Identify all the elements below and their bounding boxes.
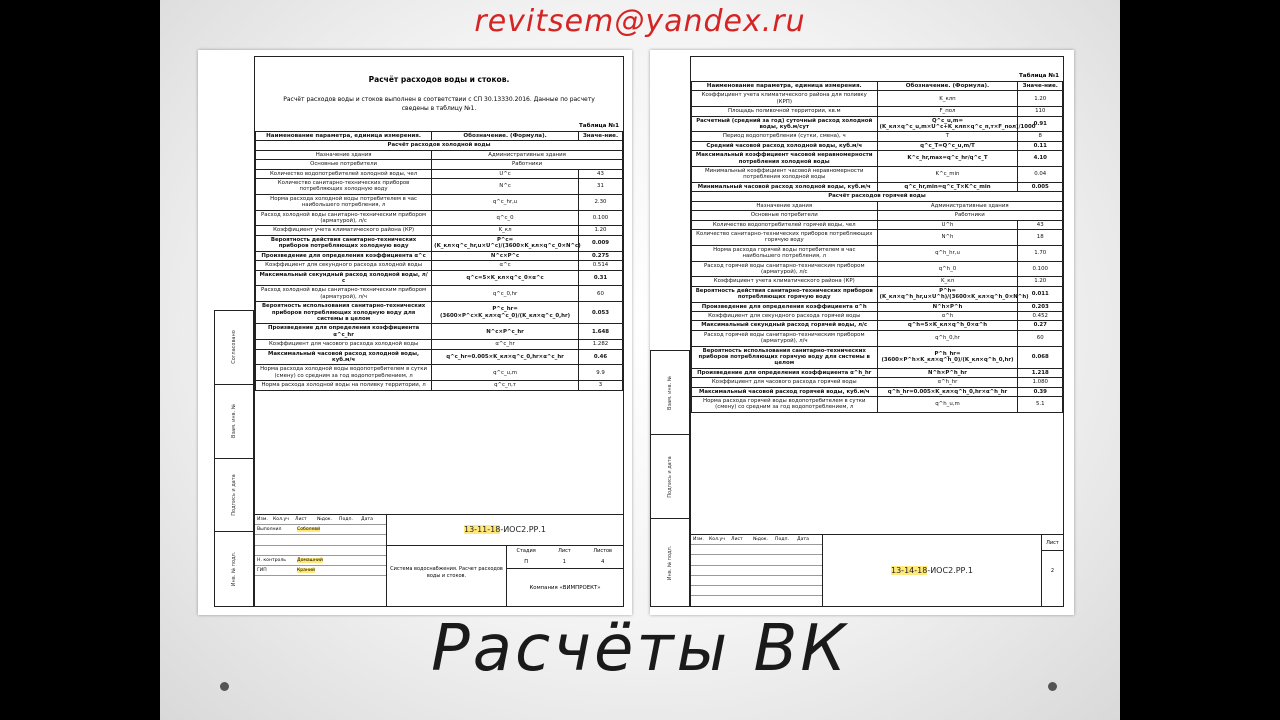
table-cell: Наименование параметра, единица измерения. [256, 132, 432, 141]
table-cell: K^c_min [877, 167, 1018, 183]
table-cell: 0.275 [578, 251, 622, 260]
table-cell: 0.04 [1018, 167, 1063, 183]
table-cell: Максимальный часовой расход холодной воды, куб.м/ч [256, 349, 432, 365]
document-code [823, 560, 1041, 582]
side-label: Взам. инв. № [667, 375, 673, 410]
table-row [256, 349, 623, 365]
table-cell: Расчёт расходов горячей воды [692, 192, 1063, 201]
title-block-left [255, 514, 623, 606]
table-cell: Максимальный коэффициент часовой неравномерности потребления холодной воды [692, 151, 878, 167]
table-row [692, 132, 1063, 141]
table-cell: q^h_hr,u [877, 245, 1018, 261]
table-cell: 1.282 [578, 340, 622, 349]
side-stamp-left [214, 310, 254, 607]
table-cell: Назначение здания [256, 150, 432, 159]
table-row [256, 381, 623, 390]
sheet-number: 2 [1050, 568, 1055, 574]
slide-title: Расчёты ВК [431, 612, 849, 686]
table-cell: Основные потребители [692, 211, 878, 220]
table-cell: q^c_u,m [432, 365, 579, 381]
table-cell: 5.1 [1018, 397, 1063, 413]
table-row [692, 368, 1063, 377]
table-cell: Период водопотребления (сутки, смена), ч [692, 132, 878, 141]
table-cell: Обозначение. (Формула). [432, 132, 579, 141]
table-cell: 1.20 [1018, 277, 1063, 286]
table-cell: 0.31 [578, 270, 622, 286]
table-cell: Расчетный (средний за год) суточный расход холодной воды, куб.м/сут [692, 116, 878, 132]
table-cell: 2.30 [578, 194, 622, 210]
table-cell: Вероятность действия санитарно-технических приборов потребляющих холодную воду [256, 235, 432, 251]
table-cell: Коэффициент для часового расхода горячей воды [692, 378, 878, 387]
table-cell: q^h_0,hr [877, 330, 1018, 346]
stamp-column-label: Лист [295, 517, 307, 522]
table-row [692, 387, 1063, 396]
calc-table-left [255, 131, 623, 391]
table-cell: Назначение здания [692, 201, 878, 210]
table-cell: Расход холодной воды санитарно-техническим прибором (арматурой), л/с [256, 210, 432, 226]
table-row [256, 141, 623, 150]
table-number: Таблица №1 [578, 123, 619, 129]
table-row [692, 378, 1063, 387]
table-cell: α^c_hr [432, 340, 579, 349]
stamp-role: Выполнил [257, 527, 282, 533]
side-label: Подпись и дата [667, 455, 673, 498]
table-cell: N^c×P^c_hr [432, 324, 579, 340]
table-cell: T [877, 132, 1018, 141]
table-cell: Расход холодной воды санитарно-техническим прибором (арматурой), л/ч [256, 286, 432, 302]
table-cell: 0.011 [1018, 286, 1063, 302]
table-cell: q^c_0 [432, 210, 579, 226]
table-cell: Вероятность использования санитарно-технических приборов потребляющих холодную воду для системы в целом [256, 302, 432, 324]
table-cell: Норма расхода холодной воды водопотребителем в сутки (смену) со средним за год водопотреблением, л [256, 365, 432, 381]
stamp-column-label: №док. [753, 537, 768, 542]
table-cell: Административные здания [877, 201, 1063, 210]
table-row [692, 229, 1063, 245]
table-cell: Минимальный коэффициент часовой неравномерности потребления холодной воды [692, 167, 878, 183]
table-cell: 8 [1018, 132, 1063, 141]
table-cell: K_клп [877, 91, 1018, 107]
table-row [692, 277, 1063, 286]
table-cell: q^c_0,hr [432, 286, 579, 302]
table-row [256, 324, 623, 340]
table-cell: 110 [1018, 107, 1063, 116]
table-cell: 0.100 [578, 210, 622, 226]
table-cell: Максимальный секундный расход горячей воды, л/с [692, 321, 878, 330]
meta-value: П [524, 559, 529, 565]
table-cell: Норма расхода горячей воды водопотребителем в сутки (смену) со средним за год водопотреблением, л [692, 397, 878, 413]
stamp-column-label: Кол.уч [273, 517, 289, 522]
table-cell: K^c_hr,max=q^c_hr/q^c_T [877, 151, 1018, 167]
table-cell: 3 [578, 381, 622, 390]
table-cell: Количество санитарно-технических приборов потребляющих горячую воду [692, 229, 878, 245]
table-cell: N^c×P^c [432, 251, 579, 260]
stamp-person: Домашний [297, 557, 323, 563]
table-cell: K_кл [877, 277, 1018, 286]
table-cell: N^c [432, 179, 579, 195]
table-cell: 1.080 [1018, 378, 1063, 387]
table-cell: Расход горячей воды санитарно-техническим прибором (арматурой), л/ч [692, 330, 878, 346]
table-cell: 0.514 [578, 261, 622, 270]
table-number: Таблица №1 [1018, 73, 1059, 79]
table-cell: Работники [432, 160, 623, 169]
code-number: 13-11-18 [464, 525, 501, 534]
stamp-empty-row [691, 576, 822, 586]
table-cell: q^c_hr,min=q^c_T×K^c_min [877, 182, 1018, 191]
table-cell: Вероятность использования санитарно-технических приборов потребляющих горячую воду для системы в целом [692, 346, 878, 368]
meta-label: Листов [593, 548, 612, 554]
table-cell: Q^c_u,m=(K_кл×q^c_u,m×U^c+K_клп×q^c_п,т×F_пол)/1000 [877, 116, 1018, 132]
table-cell: 0.009 [578, 235, 622, 251]
stamp-person-row [255, 535, 386, 545]
table-cell: q^c_hr=0.005×K_кл×q^c_0,hr×α^c_hr [432, 349, 579, 365]
table-cell: Коэффициент учета климатического района (КР) [692, 277, 878, 286]
table-cell: Произведение для определения коэффициента α^c_hr [256, 324, 432, 340]
table-row [256, 194, 623, 210]
table-cell: Коэффициент для секундного расхода холодной воды [256, 261, 432, 270]
table-row [692, 116, 1063, 132]
table-cell: F_пол [877, 107, 1018, 116]
stamp-person: Соболевй [297, 527, 321, 533]
document-sheet-left [198, 50, 632, 615]
table-row [256, 226, 623, 235]
sheet-label: Лист [1042, 535, 1063, 551]
table-cell: Значе-ние. [578, 132, 622, 141]
meta-value: 1 [562, 559, 566, 565]
table-row [692, 192, 1063, 201]
table-cell: 1.70 [1018, 245, 1063, 261]
stamp-person-row [255, 546, 386, 556]
sheet-frame [254, 56, 624, 607]
side-label: Согласовано [231, 330, 237, 365]
table-cell: Основные потребители [256, 160, 432, 169]
side-label: Подпись и дата [231, 474, 237, 516]
table-cell: N^h×P^h_hr [877, 368, 1018, 377]
meta-value: 4 [601, 559, 605, 565]
code-suffix: -ИОС2.РР.1 [927, 566, 973, 575]
table-cell: Максимальный часовой расход горячей воды, куб.м/ч [692, 387, 878, 396]
table-cell: q^c_п,т [432, 381, 579, 390]
table-cell: 0.46 [578, 349, 622, 365]
stamp-column-label: Изм. [693, 537, 704, 542]
stamp-column-label: Подп. [339, 517, 353, 522]
table-cell: 0.452 [1018, 311, 1063, 320]
side-stamp-right [650, 350, 690, 607]
table-cell: Работники [877, 211, 1063, 220]
table-cell: Расход горячей воды санитарно-техническим прибором (арматурой), л/с [692, 261, 878, 277]
table-cell: 60 [1018, 330, 1063, 346]
stamp-column-label: Дата [361, 517, 373, 522]
table-cell: 1.20 [1018, 91, 1063, 107]
stamp-empty-row [691, 566, 822, 576]
table-cell: Вероятность действия санитарно-технических приборов потребляющих горячую воду [692, 286, 878, 302]
code-number: 13-14-18 [891, 566, 928, 575]
stamp-grid [255, 515, 387, 606]
table-cell: q^h_0 [877, 261, 1018, 277]
table-cell: P^c=(K_кл×q^c_hr,u×U^c)/(3600×K_кл×q^c_0×N^c) [432, 235, 579, 251]
table-cell: Максимальный секундный расход холодной воды, л/с [256, 270, 432, 286]
side-label: Инв. № подл. [231, 551, 237, 587]
table-row [692, 151, 1063, 167]
nav-dot-right [1048, 682, 1057, 691]
table-cell: 18 [1018, 229, 1063, 245]
table-cell: q^c_hr,u [432, 194, 579, 210]
table-row [256, 340, 623, 349]
table-cell: Произведение для определения коэффициента α^h_hr [692, 368, 878, 377]
table-row [692, 167, 1063, 183]
table-cell: Коэффициент для часового расхода холодной воды [256, 340, 432, 349]
table-cell: Количество водопотребителей холодной воды, чел [256, 169, 432, 178]
table-cell: Норма расхода горячей воды потребителем в час наибольшего потребления, л [692, 245, 878, 261]
table-row [692, 311, 1063, 320]
stamp-person-row [255, 566, 386, 576]
stamp-column-label: Лист [731, 537, 743, 542]
stamp-role: Н. контроль [257, 557, 287, 563]
table-row [256, 179, 623, 195]
table-cell: U^h [877, 220, 1018, 229]
table-cell: Произведение для определения коэффициента α^c [256, 251, 432, 260]
stamp-columns [255, 515, 386, 525]
table-row [692, 82, 1063, 91]
table-row [256, 251, 623, 260]
stage-meta [507, 545, 623, 569]
table-cell: Минимальный часовой расход холодной воды, куб.м/ч [692, 182, 878, 191]
table-row [692, 346, 1063, 368]
table-cell: 60 [578, 286, 622, 302]
stamp-grid [691, 535, 823, 606]
table-row [256, 169, 623, 178]
stamp-columns [691, 535, 822, 545]
document-sheet-right [650, 50, 1074, 615]
meta-label: Стадия [516, 548, 536, 554]
table-cell: α^c [432, 261, 579, 270]
table-cell: q^h_u,m [877, 397, 1018, 413]
table-cell: q^c_T=Q^c_u,m/T [877, 141, 1018, 150]
table-cell: 4.10 [1018, 151, 1063, 167]
table-cell: 9.9 [578, 365, 622, 381]
table-cell: N^h [877, 229, 1018, 245]
table-cell: 1.218 [1018, 368, 1063, 377]
table-row [256, 160, 623, 169]
doc-title: Расчёт расходов воды и стоков. [368, 75, 510, 84]
table-cell: Количество водопотребителей горячей воды, чел [692, 220, 878, 229]
table-cell: 0.91 [1018, 116, 1063, 132]
table-cell: P^c_hr=(3600×P^c×K_кл×q^c_0)/(K_кл×q^c_0,hr) [432, 302, 579, 324]
table-row [692, 397, 1063, 413]
side-label: Инв. № подл. [667, 545, 673, 580]
stamp-column-label: Дата [797, 537, 809, 542]
table-cell: Количество санитарно-технических приборов потребляющих холодную воду [256, 179, 432, 195]
table-cell: 43 [1018, 220, 1063, 229]
document-name: Система водоснабжения. Расчет расходов воды и стоков. [387, 545, 507, 606]
table-cell: Обозначение. (Формула). [877, 82, 1018, 91]
title-block-right [691, 534, 1063, 606]
table-cell: Площадь поливочной территории, кв.м [692, 107, 878, 116]
table-cell: Коэффициент учета климатического района (КР) [256, 226, 432, 235]
table-cell: Коэффициент учета климатического района для поливку (КРП) [692, 91, 878, 107]
side-label: Взам. инв. № [231, 404, 237, 439]
stamp-column-label: Кол.уч [709, 537, 725, 542]
table-cell: q^h=5×K_кл×q^h_0×α^h [877, 321, 1018, 330]
table-row [692, 261, 1063, 277]
table-cell: 31 [578, 179, 622, 195]
table-cell: N^h×P^h [877, 302, 1018, 311]
table-cell: 0.39 [1018, 387, 1063, 396]
stamp-empty-row [691, 545, 822, 555]
table-cell: Норма расхода холодной воды потребителем в час наибольшего потребления, л [256, 194, 432, 210]
table-row [256, 235, 623, 251]
table-row [256, 150, 623, 159]
table-cell: K_кл [432, 226, 579, 235]
table-row [692, 91, 1063, 107]
table-row [692, 330, 1063, 346]
code-suffix: -ИОС2.РР.1 [500, 525, 546, 534]
table-cell: α^h_hr [877, 378, 1018, 387]
table-cell: 0.27 [1018, 321, 1063, 330]
table-row [692, 220, 1063, 229]
stamp-person: Краний [297, 567, 315, 573]
table-cell: Норма расхода холодной воды на поливку территории, л [256, 381, 432, 390]
document-code [387, 519, 623, 541]
company-name: Компания «ВИМПРОЕКТ» [529, 585, 601, 591]
table-row [692, 182, 1063, 191]
table-row [256, 286, 623, 302]
table-cell: q^c=5×K_кл×q^c_0×α^c [432, 270, 579, 286]
table-row [256, 132, 623, 141]
stamp-empty-row [691, 586, 822, 596]
stamp-person-row [255, 525, 386, 535]
table-row [256, 302, 623, 324]
stamp-column-label: Подп. [775, 537, 789, 542]
table-row [692, 302, 1063, 311]
table-row [692, 245, 1063, 261]
doc-intro: Расчёт расходов воды и стоков выполнен в соответствии с СП 30.13330.2016. Данные по расчету сведены в таблицу №1. [283, 96, 595, 112]
table-cell: Произведение для определения коэффициента α^h [692, 302, 878, 311]
stamp-role: ГИП [257, 567, 267, 573]
meta-label: Лист [558, 548, 571, 554]
table-cell: 0.053 [578, 302, 622, 324]
table-row [256, 261, 623, 270]
table-cell: Административные здания [432, 150, 623, 159]
nav-dot-left [220, 682, 229, 691]
table-cell: 0.100 [1018, 261, 1063, 277]
table-row [692, 211, 1063, 220]
table-cell: Коэффициент для секундного расхода горячей воды [692, 311, 878, 320]
table-cell: 0.203 [1018, 302, 1063, 311]
stamp-person-row [255, 556, 386, 566]
table-row [256, 270, 623, 286]
table-cell: q^h_hr=0.005×K_кл×q^h_0,hr×α^h_hr [877, 387, 1018, 396]
table-row [692, 107, 1063, 116]
table-cell: U^c [432, 169, 579, 178]
table-cell: P^h_hr=(3600×P^h×K_кл×q^h_0)/(K_кл×q^h_0,hr) [877, 346, 1018, 368]
table-cell: 0.005 [1018, 182, 1063, 191]
stamp-column-label: Изм. [257, 517, 268, 522]
sheet-frame [690, 56, 1064, 607]
table-cell: Значе-ние. [1018, 82, 1063, 91]
sheet-number-box [1041, 535, 1063, 606]
stamp-column-label: №док. [317, 517, 332, 522]
table-cell: P^h=(K_кл×q^h_hr,u×U^h)/(3600×K_кл×q^h_0×N^h) [877, 286, 1018, 302]
stamp-empty-row [691, 555, 822, 565]
table-row [256, 210, 623, 226]
table-cell: 1.648 [578, 324, 622, 340]
table-cell: Средний часовой расход холодной воды, куб.м/ч [692, 141, 878, 150]
email-header: revitsem@yandex.ru [474, 4, 806, 39]
table-row [692, 141, 1063, 150]
table-cell: 1.20 [578, 226, 622, 235]
table-cell: α^h [877, 311, 1018, 320]
table-cell: 0.068 [1018, 346, 1063, 368]
slide [160, 0, 1120, 720]
calc-table-right [691, 81, 1063, 413]
table-row [692, 321, 1063, 330]
table-cell: 43 [578, 169, 622, 178]
table-cell: Наименование параметра, единица измерения. [692, 82, 878, 91]
table-cell: 0.11 [1018, 141, 1063, 150]
table-row [692, 201, 1063, 210]
table-cell: Расчёт расходов холодной воды [256, 141, 623, 150]
table-row [256, 365, 623, 381]
table-row [692, 286, 1063, 302]
